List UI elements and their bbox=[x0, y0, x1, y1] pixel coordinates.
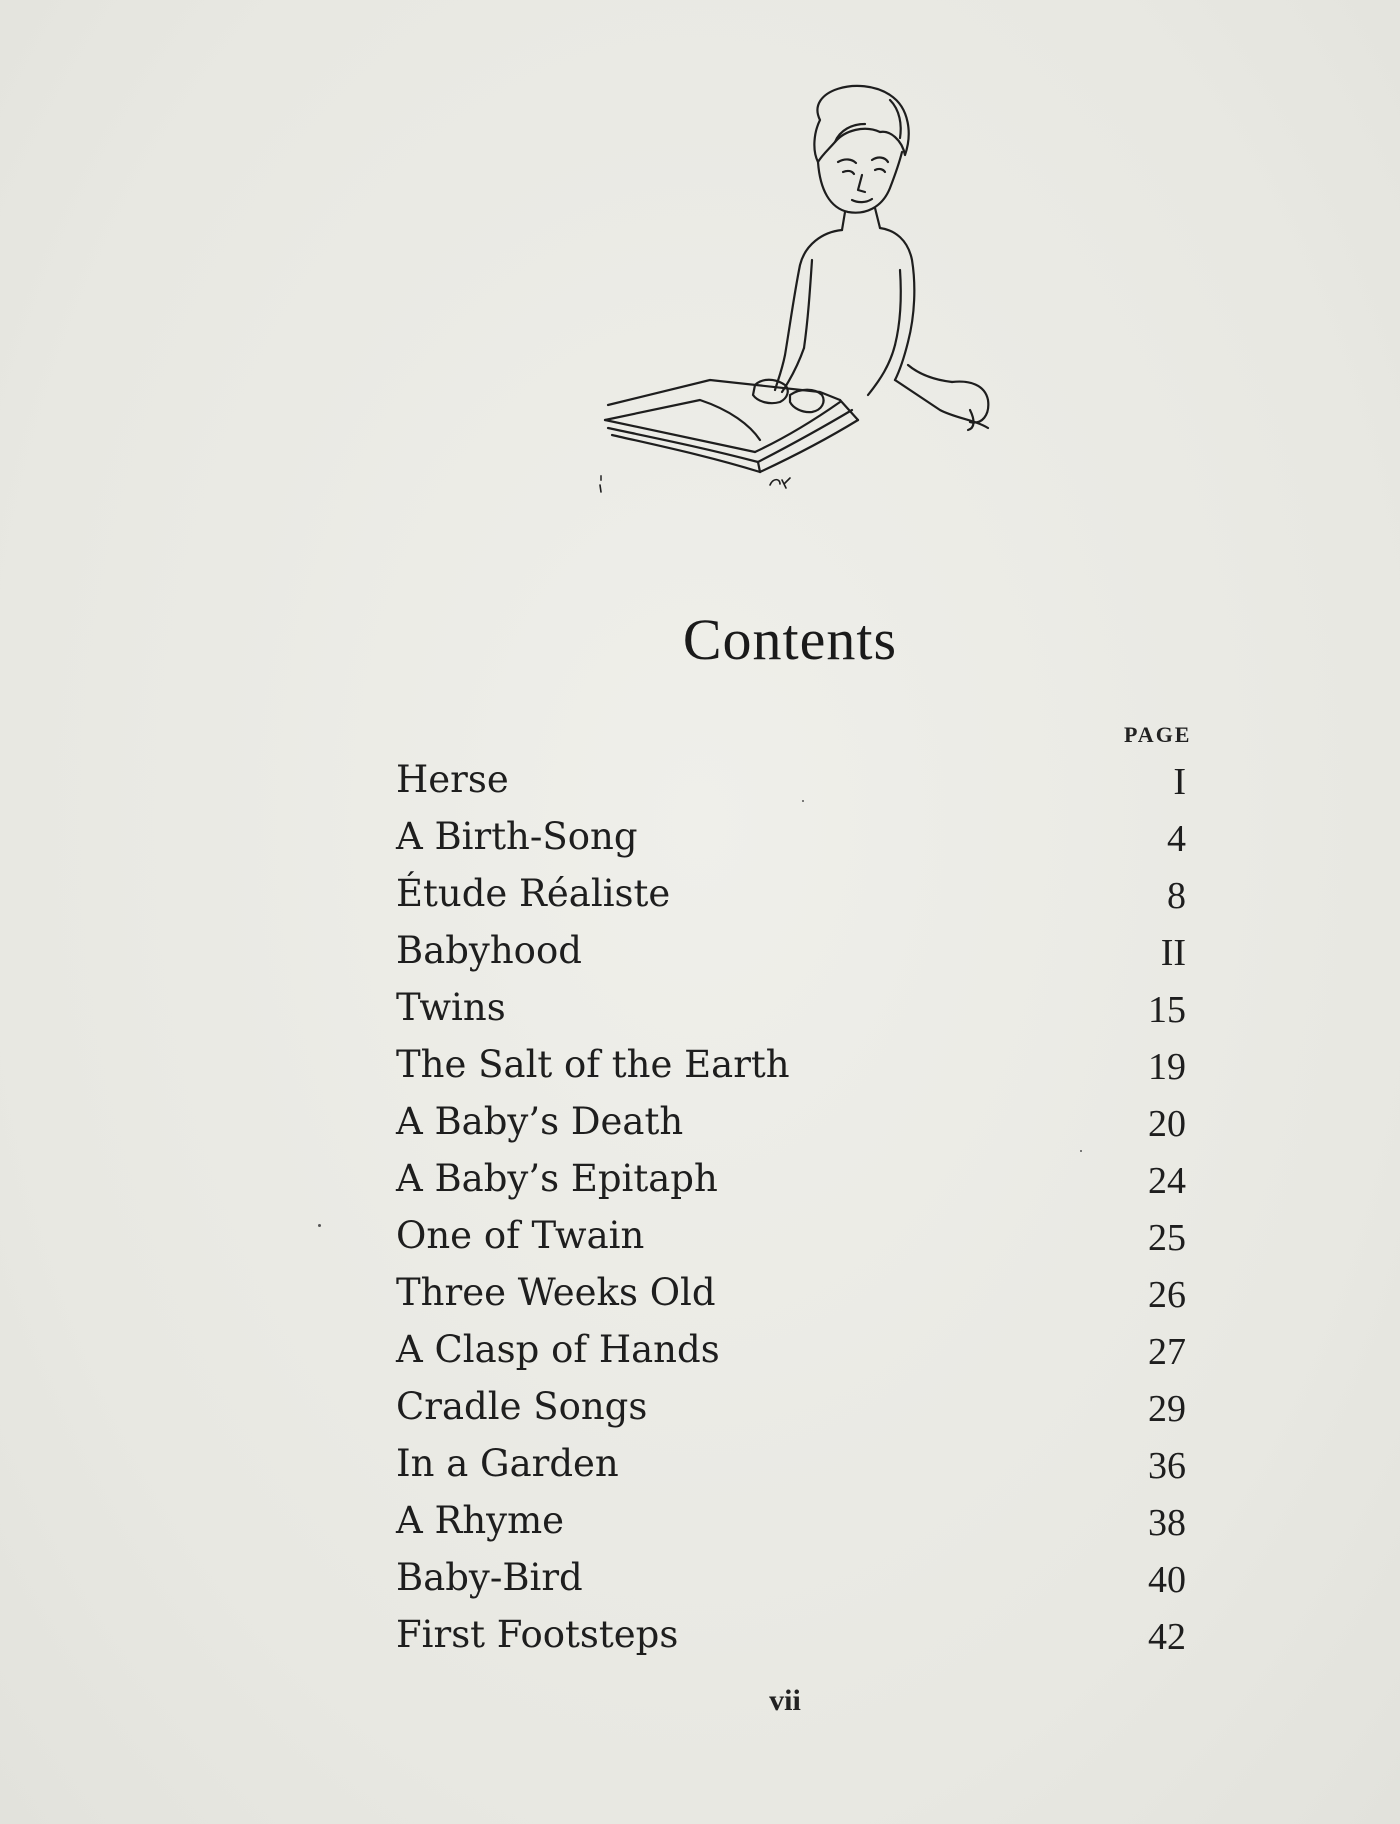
paper-speck bbox=[802, 800, 804, 802]
toc-entry-title: One of Twain bbox=[396, 1214, 645, 1257]
toc-entry bbox=[396, 1328, 1186, 1385]
toc-entry-title: A Clasp of Hands bbox=[396, 1328, 720, 1371]
toc-entry-page: 40 bbox=[1148, 1559, 1186, 1601]
toc-entry-page: 4 bbox=[1167, 818, 1186, 860]
toc-entry bbox=[396, 1613, 1186, 1670]
toc-entry bbox=[396, 1157, 1186, 1214]
toc-entry bbox=[396, 1271, 1186, 1328]
page-folio: vii bbox=[769, 1684, 801, 1717]
toc-entry-page: 26 bbox=[1148, 1274, 1186, 1316]
toc-entry-page: 20 bbox=[1148, 1103, 1186, 1145]
toc-entry bbox=[396, 1043, 1186, 1100]
toc-entry-page: 42 bbox=[1148, 1616, 1186, 1658]
toc-entry bbox=[396, 1556, 1186, 1613]
toc-entry-page: I bbox=[1173, 761, 1186, 803]
toc-entry bbox=[396, 758, 1186, 815]
toc-entry bbox=[396, 872, 1186, 929]
toc-entry bbox=[396, 815, 1186, 872]
toc-entry-title: Baby-Bird bbox=[396, 1556, 583, 1599]
toc-entry-page: 15 bbox=[1148, 989, 1186, 1031]
toc-entry-page: 24 bbox=[1148, 1160, 1186, 1202]
toc-entry-title: A Baby’s Death bbox=[396, 1100, 684, 1143]
toc-entry-page: 19 bbox=[1148, 1046, 1186, 1088]
paper-speck bbox=[600, 475, 602, 481]
toc-entry bbox=[396, 929, 1186, 986]
page-title: Contents bbox=[682, 607, 898, 672]
paper-speck bbox=[1080, 1150, 1082, 1152]
toc-entry-title: Étude Réaliste bbox=[396, 872, 671, 915]
toc-entry bbox=[396, 986, 1186, 1043]
toc-entry-title: Babyhood bbox=[396, 929, 582, 972]
toc-entry-title: Herse bbox=[396, 758, 509, 801]
toc-entry bbox=[396, 1385, 1186, 1442]
toc-entry-title: A Rhyme bbox=[396, 1499, 565, 1542]
toc-entry-title: In a Garden bbox=[396, 1442, 619, 1485]
toc-entry bbox=[396, 1214, 1186, 1271]
paper-speck bbox=[318, 1224, 321, 1227]
toc-entry bbox=[396, 1499, 1186, 1556]
toc-entry-title: The Salt of the Earth bbox=[396, 1043, 790, 1086]
toc-entry-page: 27 bbox=[1148, 1331, 1186, 1373]
toc-entry-title: A Birth-Song bbox=[396, 815, 638, 858]
child-reading-illustration bbox=[590, 80, 1010, 500]
toc-entry-page: II bbox=[1160, 932, 1186, 974]
toc-entry-page: 38 bbox=[1148, 1502, 1186, 1544]
toc-entry-title: Three Weeks Old bbox=[396, 1271, 716, 1314]
table-of-contents bbox=[396, 758, 1186, 1670]
toc-entry-title: Twins bbox=[396, 986, 506, 1029]
toc-entry-page: 36 bbox=[1148, 1445, 1186, 1487]
toc-entry-title: Cradle Songs bbox=[396, 1385, 648, 1428]
toc-entry-page: 29 bbox=[1148, 1388, 1186, 1430]
toc-entry bbox=[396, 1442, 1186, 1499]
toc-entry-title: A Baby’s Epitaph bbox=[396, 1157, 718, 1200]
page-column-label: PAGE bbox=[1124, 722, 1192, 747]
toc-entry-page: 25 bbox=[1148, 1217, 1186, 1259]
toc-entry-page: 8 bbox=[1167, 875, 1186, 917]
toc-entry bbox=[396, 1100, 1186, 1157]
toc-entry-title: First Footsteps bbox=[396, 1613, 679, 1656]
child-reading-book-icon bbox=[590, 80, 1010, 500]
